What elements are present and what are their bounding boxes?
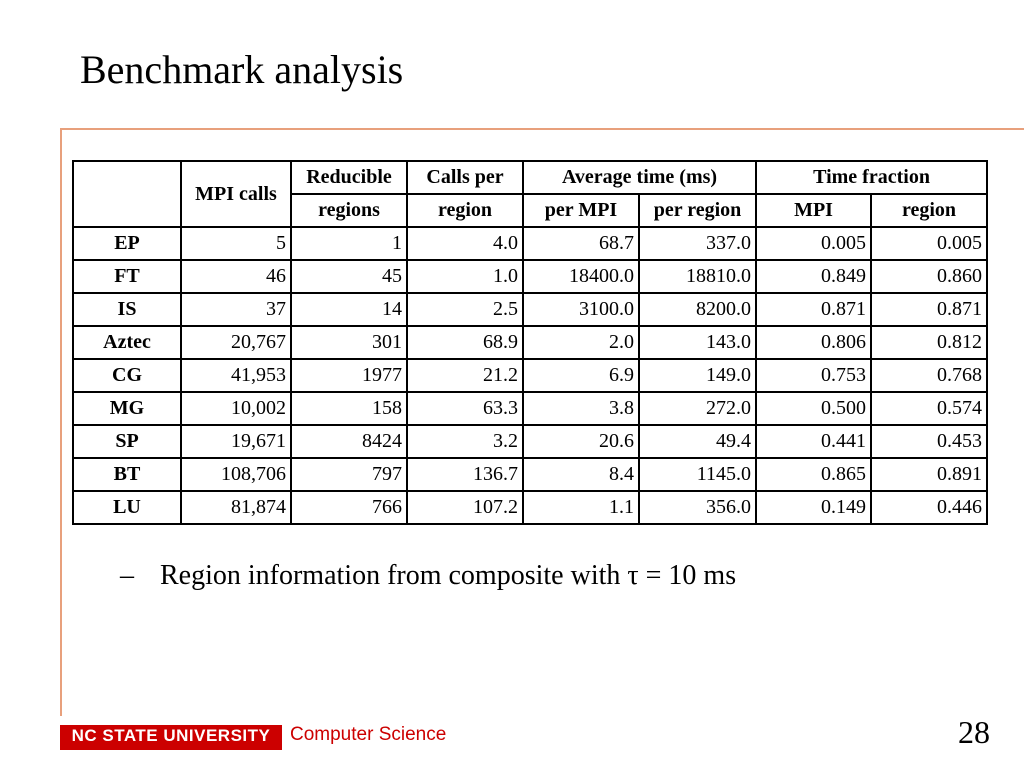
mpi-calls-cell: 5 xyxy=(181,227,291,260)
header-calls-top: Calls per xyxy=(407,161,523,194)
header-time-fraction: Time fraction xyxy=(756,161,987,194)
calls-per-region-cell: 107.2 xyxy=(407,491,523,524)
time-fraction-region-cell: 0.446 xyxy=(871,491,987,524)
top-divider xyxy=(60,128,1024,130)
table-row xyxy=(73,392,987,425)
benchmark-name: IS xyxy=(73,293,181,326)
header-reducible-bottom: regions xyxy=(291,194,407,227)
avg-time-per-region-cell: 356.0 xyxy=(639,491,756,524)
reducible-regions-cell: 301 xyxy=(291,326,407,359)
avg-time-per-mpi-cell: 68.7 xyxy=(523,227,639,260)
reducible-regions-cell: 45 xyxy=(291,260,407,293)
table-row xyxy=(73,359,987,392)
avg-time-per-mpi-cell: 3100.0 xyxy=(523,293,639,326)
time-fraction-region-cell: 0.860 xyxy=(871,260,987,293)
reducible-regions-cell: 14 xyxy=(291,293,407,326)
calls-per-region-cell: 2.5 xyxy=(407,293,523,326)
benchmark-name: Aztec xyxy=(73,326,181,359)
left-divider xyxy=(60,128,62,716)
benchmark-name: FT xyxy=(73,260,181,293)
benchmark-name: BT xyxy=(73,458,181,491)
avg-time-per-mpi-cell: 1.1 xyxy=(523,491,639,524)
time-fraction-region-cell: 0.871 xyxy=(871,293,987,326)
time-fraction-region-cell: 0.891 xyxy=(871,458,987,491)
bullet-dash: – xyxy=(120,560,134,591)
table-row xyxy=(73,227,987,260)
calls-per-region-cell: 63.3 xyxy=(407,392,523,425)
time-fraction-region-cell: 0.574 xyxy=(871,392,987,425)
benchmark-name: CG xyxy=(73,359,181,392)
table-row xyxy=(73,293,987,326)
avg-time-per-mpi-cell: 8.4 xyxy=(523,458,639,491)
page-number: 28 xyxy=(958,714,990,750)
calls-per-region-cell: 1.0 xyxy=(407,260,523,293)
header-fraction-region: region xyxy=(871,194,987,227)
time-fraction-mpi-cell: 0.849 xyxy=(756,260,871,293)
time-fraction-mpi-cell: 0.149 xyxy=(756,491,871,524)
header-average-time: Average time (ms) xyxy=(523,161,756,194)
mpi-calls-cell: 108,706 xyxy=(181,458,291,491)
header-benchmark xyxy=(73,161,181,227)
time-fraction-mpi-cell: 0.753 xyxy=(756,359,871,392)
table-row xyxy=(73,260,987,293)
benchmark-name: EP xyxy=(73,227,181,260)
avg-time-per-region-cell: 49.4 xyxy=(639,425,756,458)
mpi-calls-cell: 19,671 xyxy=(181,425,291,458)
benchmark-name: MG xyxy=(73,392,181,425)
department-label: Computer Science xyxy=(290,724,447,745)
time-fraction-mpi-cell: 0.441 xyxy=(756,425,871,458)
time-fraction-region-cell: 0.768 xyxy=(871,359,987,392)
bullet-point xyxy=(120,558,736,594)
avg-time-per-region-cell: 272.0 xyxy=(639,392,756,425)
avg-time-per-region-cell: 143.0 xyxy=(639,326,756,359)
reducible-regions-cell: 158 xyxy=(291,392,407,425)
header-row-top xyxy=(73,161,987,194)
time-fraction-region-cell: 0.453 xyxy=(871,425,987,458)
avg-time-per-region-cell: 149.0 xyxy=(639,359,756,392)
mpi-calls-cell: 10,002 xyxy=(181,392,291,425)
avg-time-per-mpi-cell: 18400.0 xyxy=(523,260,639,293)
table-row xyxy=(73,458,987,491)
avg-time-per-mpi-cell: 20.6 xyxy=(523,425,639,458)
mpi-calls-cell: 41,953 xyxy=(181,359,291,392)
header-fraction-mpi: MPI xyxy=(756,194,871,227)
mpi-calls-cell: 20,767 xyxy=(181,326,291,359)
avg-time-per-mpi-cell: 6.9 xyxy=(523,359,639,392)
calls-per-region-cell: 21.2 xyxy=(407,359,523,392)
time-fraction-region-cell: 0.812 xyxy=(871,326,987,359)
table-row xyxy=(73,326,987,359)
mpi-calls-cell: 81,874 xyxy=(181,491,291,524)
header-reducible-top: Reducible xyxy=(291,161,407,194)
bullet-text: Region information from composite with τ = 10 ms xyxy=(160,560,737,591)
reducible-regions-cell: 1977 xyxy=(291,359,407,392)
benchmark-name: LU xyxy=(73,491,181,524)
time-fraction-mpi-cell: 0.871 xyxy=(756,293,871,326)
reducible-regions-cell: 8424 xyxy=(291,425,407,458)
avg-time-per-mpi-cell: 2.0 xyxy=(523,326,639,359)
header-mpi-calls: MPI calls xyxy=(181,161,291,227)
time-fraction-mpi-cell: 0.005 xyxy=(756,227,871,260)
avg-time-per-region-cell: 8200.0 xyxy=(639,293,756,326)
avg-time-per-region-cell: 337.0 xyxy=(639,227,756,260)
header-calls-bottom: region xyxy=(407,194,523,227)
time-fraction-mpi-cell: 0.865 xyxy=(756,458,871,491)
mpi-calls-cell: 46 xyxy=(181,260,291,293)
avg-time-per-region-cell: 18810.0 xyxy=(639,260,756,293)
mpi-calls-cell: 37 xyxy=(181,293,291,326)
avg-time-per-region-cell: 1145.0 xyxy=(639,458,756,491)
slide-title: Benchmark analysis xyxy=(80,47,404,92)
calls-per-region-cell: 136.7 xyxy=(407,458,523,491)
header-per-mpi: per MPI xyxy=(523,194,639,227)
calls-per-region-cell: 68.9 xyxy=(407,326,523,359)
time-fraction-mpi-cell: 0.500 xyxy=(756,392,871,425)
calls-per-region-cell: 4.0 xyxy=(407,227,523,260)
calls-per-region-cell: 3.2 xyxy=(407,425,523,458)
reducible-regions-cell: 1 xyxy=(291,227,407,260)
university-logo: NC STATE UNIVERSITY xyxy=(60,725,282,750)
reducible-regions-cell: 766 xyxy=(291,491,407,524)
table-row xyxy=(73,491,987,524)
benchmark-name: SP xyxy=(73,425,181,458)
time-fraction-mpi-cell: 0.806 xyxy=(756,326,871,359)
table-row xyxy=(73,425,987,458)
benchmark-table xyxy=(72,160,988,525)
reducible-regions-cell: 797 xyxy=(291,458,407,491)
time-fraction-region-cell: 0.005 xyxy=(871,227,987,260)
header-per-region: per region xyxy=(639,194,756,227)
avg-time-per-mpi-cell: 3.8 xyxy=(523,392,639,425)
